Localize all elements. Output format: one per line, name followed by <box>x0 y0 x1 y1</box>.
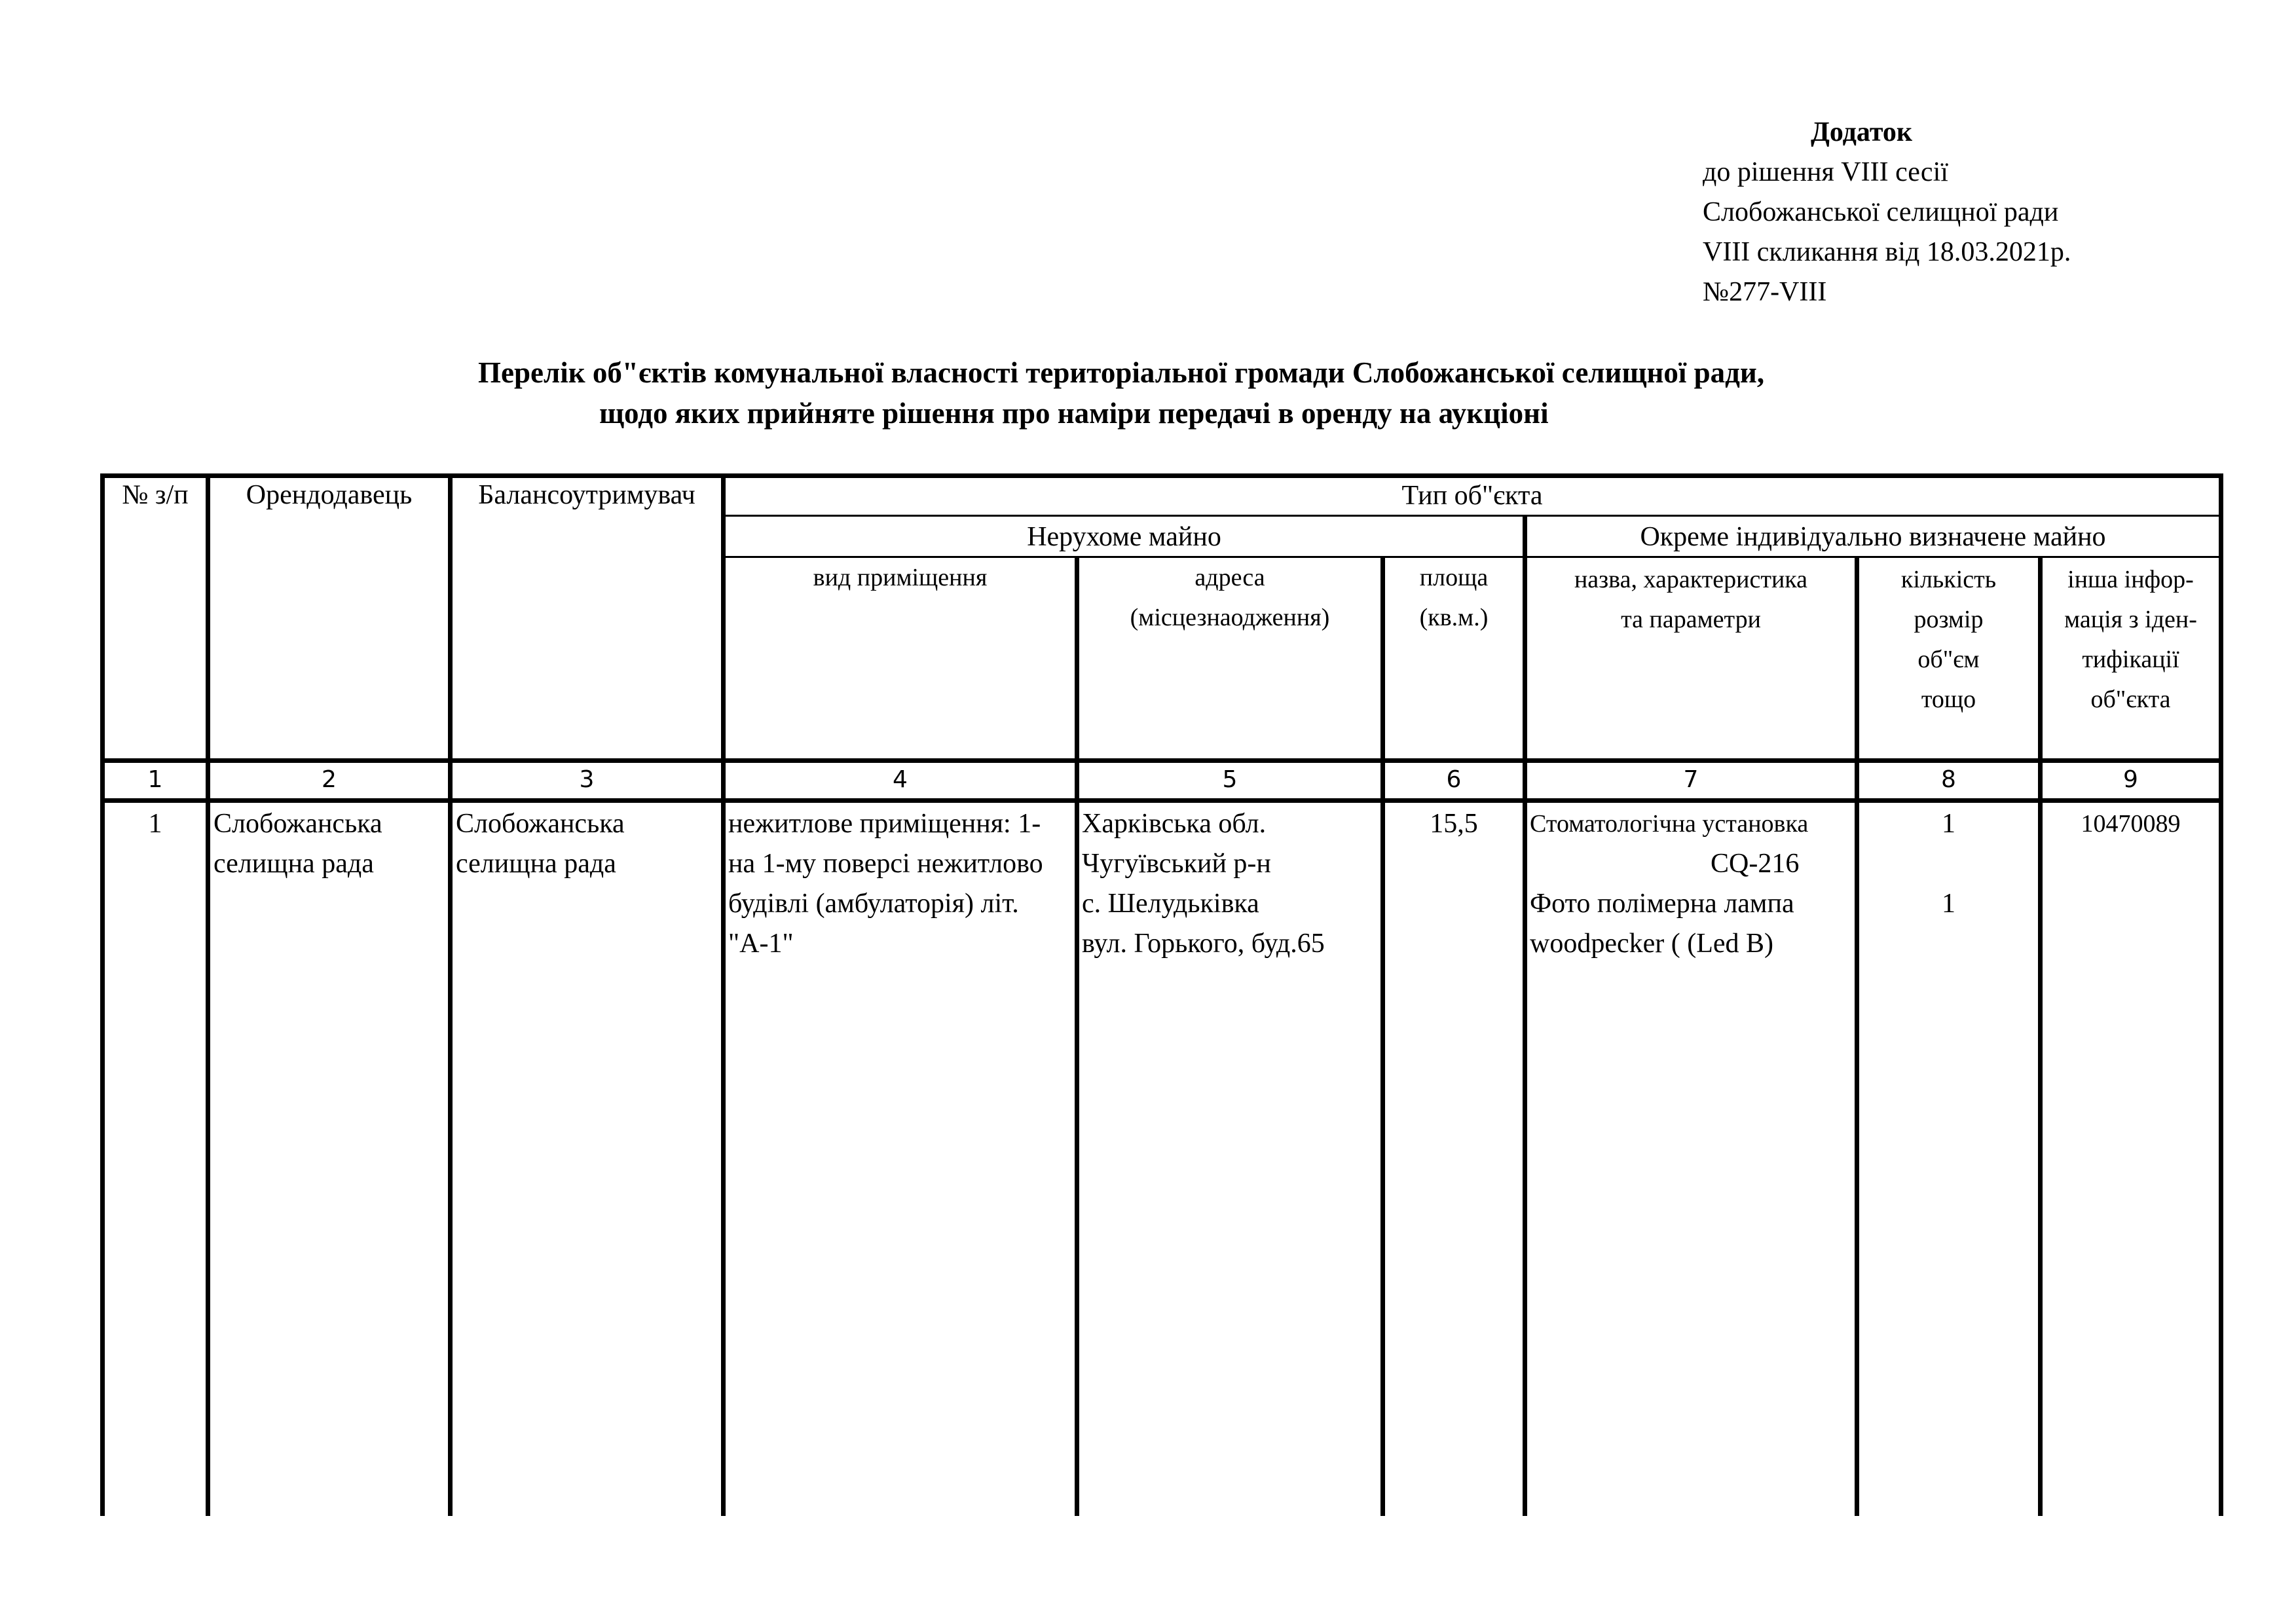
row-area: 15,5 <box>1430 809 1478 839</box>
row-room-type-line-1: нежитлове приміщення: 1- <box>728 809 1041 839</box>
column-number-5: 5 <box>1222 766 1238 793</box>
row-other-info: 10470089 <box>2081 810 2181 838</box>
column-number-8: 8 <box>1941 766 1956 793</box>
header-balance-holder: Балансоутримувач <box>478 480 695 510</box>
col-line-4 <box>1075 556 1079 1516</box>
header-name-params <box>1527 560 1855 640</box>
row-room-type <box>728 804 1077 964</box>
row-holder-line-1: Слобожанська <box>456 809 625 839</box>
row-quantity-2: 1 <box>1942 889 1955 919</box>
row-item-1-name: Стоматологічна установка <box>1530 810 1809 838</box>
row-address-line-4: вул. Горького, буд.65 <box>1082 929 1325 959</box>
column-number-1: 1 <box>147 766 163 793</box>
col-line-2 <box>448 473 453 1516</box>
row-lessor <box>213 804 382 884</box>
annex-line-2: Слобожанської селищної ради <box>1703 197 2059 227</box>
row-room-type-line-3: будівлі (амбулаторія) літ. <box>728 889 1019 919</box>
header-room-type: вид приміщення <box>813 564 988 591</box>
col-line-7 <box>1855 556 1859 1516</box>
row-lessor-line-2: селищна рада <box>213 849 374 879</box>
row-room-type-line-4: "А-1" <box>728 929 794 959</box>
annex-line-1: до рішення VIII сесії <box>1703 157 1948 187</box>
header-quantity <box>1859 560 2038 720</box>
row-item-1-model: CQ-216 <box>1711 849 1800 879</box>
header-quantity-line-2: розмір <box>1914 606 1984 633</box>
annex-title: Додаток <box>1811 117 1913 147</box>
col-line-3 <box>721 473 726 1516</box>
header-address <box>1079 558 1380 638</box>
header-other-info-line-1: інша інфор- <box>2067 566 2194 593</box>
col-line-5 <box>1380 556 1385 1516</box>
header-name-params-line-2: та параметри <box>1621 606 1761 633</box>
header-lessor: Орендодавець <box>246 480 413 510</box>
header-name-params-line-1: назва, характеристика <box>1574 566 1808 593</box>
header-area-line-2: (кв.м.) <box>1419 604 1489 631</box>
col-line-0 <box>100 473 105 1516</box>
header-address-line-2: (місцезнаодження) <box>1130 604 1330 631</box>
header-area <box>1385 558 1523 638</box>
header-bottom-border <box>100 758 2222 763</box>
col-line-6 <box>1523 515 1527 1516</box>
header-other-info-line-3: тифікації <box>2082 646 2179 673</box>
row-balance-holder <box>456 804 625 884</box>
annex-line-4: №277-VIII <box>1703 277 1827 307</box>
row-room-type-line-2: на 1-му поверсі нежитлово <box>728 849 1043 879</box>
row-item-2-name-line-2: woodpecker ( (Led B) <box>1530 929 1774 959</box>
header-quantity-line-3: об"єм <box>1917 646 1980 673</box>
header-num: № з/п <box>122 480 189 510</box>
header-address-line-1: адреса <box>1194 564 1265 591</box>
column-numbers-bottom-border <box>100 798 2222 803</box>
header-other-info <box>2043 560 2219 720</box>
row-quantity-1: 1 <box>1942 809 1955 839</box>
annex-line-3: VIII скликання від 18.03.2021р. <box>1703 237 2071 267</box>
col-line-8 <box>2038 556 2043 1516</box>
row-address <box>1082 804 1325 964</box>
row-item-2-name <box>1530 884 1794 964</box>
column-number-7: 7 <box>1683 766 1699 793</box>
title-line-1: Перелік об"єктів комунальної власності територіальної громади Слобожанської селищної ради, <box>478 356 1765 389</box>
column-number-3: 3 <box>579 766 595 793</box>
row-item-2-name-line-1: Фото полімерна лампа <box>1530 889 1794 919</box>
header-other-info-line-4: об"єкта <box>2090 686 2171 713</box>
header-movable-property: Окреме індивідуально визначене майно <box>1640 522 2106 552</box>
column-number-4: 4 <box>893 766 908 793</box>
col-line-9 <box>2219 473 2223 1516</box>
column-number-9: 9 <box>2123 766 2138 793</box>
column-number-2: 2 <box>322 766 337 793</box>
header-other-info-line-2: мація з іден- <box>2064 606 2197 633</box>
header-area-line-1: площа <box>1419 564 1489 591</box>
header-quantity-line-4: тощо <box>1921 686 1976 713</box>
row-number: 1 <box>148 809 162 839</box>
header-quantity-line-1: кількість <box>1900 566 1997 593</box>
header-object-type: Тип об"єкта <box>1401 481 1543 511</box>
header-real-estate: Нерухоме майно <box>1027 522 1221 552</box>
row-lessor-line-1: Слобожанська <box>213 809 382 839</box>
col-line-1 <box>206 473 210 1516</box>
row-address-line-3: с. Шелудьківка <box>1082 889 1259 919</box>
title-line-2: щодо яких прийняте рішення про наміри передачі в оренду на аукціоні <box>599 397 1549 430</box>
row-address-line-2: Чугуївський р-н <box>1082 849 1271 879</box>
row-holder-line-2: селищна рада <box>456 849 616 879</box>
column-number-6: 6 <box>1446 766 1462 793</box>
row-address-line-1: Харківська обл. <box>1082 809 1267 839</box>
